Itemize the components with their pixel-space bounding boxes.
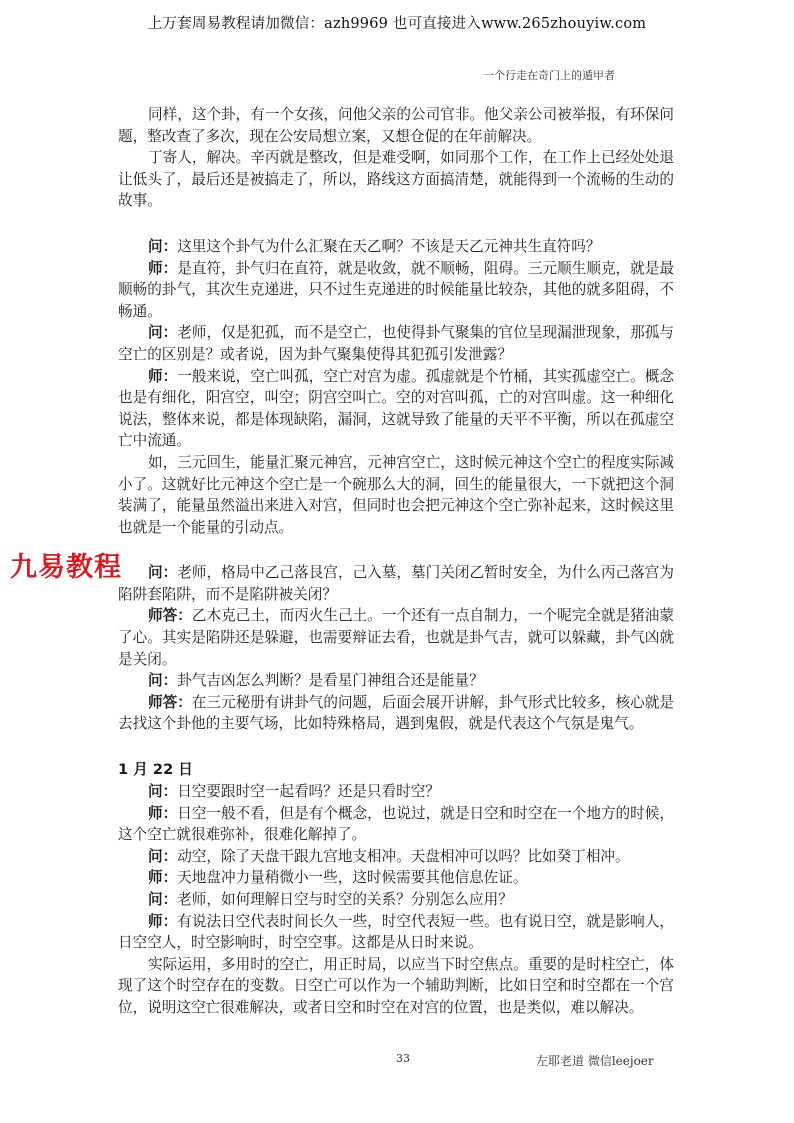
paragraph: 实际运用，多用时的空亡，用正时局，以应当下时空焦点。重要的是时柱空亡，体现了这个时空存在的变数。日空亡可以作为一个辅助判断，比如日空和时空都在一个宫位，说明这空亡很难解决，或者日空和时空在对宫的位置，也是类似，难以解决。 [118,955,674,1016]
qa-entry [118,366,674,452]
qa-text: 一般来说，空亡叫孤，空亡对宫为虚。孤虚就是个竹桶，其实孤虚空亡。概念也是有细化，阳宫空，叫空；阴宫空叫亡。空的对宫叫孤，亡的对宫叫虚。这一种细化说法，整体来说，都是体现缺陷，漏洞，这就导致了能量的天平不平衡，所以在孤虚空亡中流通。 [118,367,674,450]
date-heading: 1 月 22 日 [118,761,193,779]
qa-entry [118,236,674,258]
qa-entry [118,867,674,889]
qa-entry [118,692,674,735]
paragraph: 同样，这个卦，有一个女孩，问他父亲的公司官非。他父亲公司被举报，有环保问题，整改查了多次，现在公安局想立案，又想仓促的在年前解决。 [118,106,674,145]
speaker-label: 师： [148,804,178,822]
footer-credit: 左耶老道 微信leejoer [536,1054,654,1068]
qa-entry [118,258,674,323]
qa-text: 动空，除了天盘干跟九宫地支相冲。天盘相冲可以吗？比如癸丁相冲。 [177,847,630,865]
qa-text: 老师，仅是犯孤，而不是空亡，也使得卦气聚集的官位呈现漏泄现象，那孤与空亡的区别是？或者说，因为卦气聚集使得其犯孤引发泄露？ [118,324,674,363]
qa-text: 老师，格局中乙己落艮宫，己入墓，墓门关闭乙暂时安全，为什么丙己落宫为陷阱套陷阱，而不是陷阱被关闭？ [118,564,674,603]
speaker-label: 师答： [148,607,192,625]
qa-entry [118,889,674,911]
speaker-label: 问： [148,891,178,908]
speaker-label: 问： [148,783,178,801]
qa-entry [118,846,674,868]
speaker-label: 问： [148,672,178,690]
qa-entry [118,562,674,605]
qa-text: 是直符，卦气归在直符，就是收敛，就不顺畅，阻碍。三元顺生顺克，就是最顺畅的卦气，其次生克递进，只不过生克递进的时候能量比较杂，其他的就多阻碍，不畅通。 [118,259,674,320]
paragraph: 丁寄人，解决。辛丙就是整改，但是难受啊，如同那个工作，在工作上已经处处退让低头了，最后还是被搞走了，所以，路线这方面搞清楚，就能得到一个流畅的生动的故事。 [118,149,674,210]
qa-text: 天地盘冲力量稍微小一些，这时候需要其他信息佐证。 [177,869,528,887]
qa-text: 日空要跟时空一起看吗？还是只看时空？ [177,783,440,801]
speaker-label: 问： [148,237,178,255]
document-body [118,104,674,1019]
qa-text: 乙木克己土，而丙火生己土。一个还有一点自制力，一个呢完全就是猪油蒙了心。其实是陷阱还是躲避，也需要辩证去看，也就是卦气吉，就可以躲藏，卦气凶就是关闭。 [118,607,674,668]
qa-text: 有说法日空代表时间长久一些，时空代表短一些。也有说日空，就是影响人，日空空人，时空影响时，时空空事。这都是从日时来说。 [118,912,674,952]
qa-text: 在三元秘册有讲卦气的问题，后面会展开讲解，卦气形式比较多，核心就是去找这个卦他的主要气场，比如特殊格局，遇到鬼假，就是代表这个气氛是鬼气。 [118,693,674,733]
qa-entry [118,911,674,954]
speaker-label: 问： [148,847,178,865]
speaker-label: 师： [148,912,178,930]
qa-text: 日空一般不看，但是有个概念，也说过，就是日空和时空在一个地方的时候，这个空亡就很难弥补，很难化解掉了。 [118,804,674,844]
speaker-label: 师答： [148,693,192,711]
paragraph: 如，三元回生，能量汇聚元神宫，元神宫空亡，这时候元神这个空亡的程度实际减小了。这就好比元神这个空亡是一个碗那么大的洞，回生的能量很大，一下就把这个洞装满了，能量虽然溢出来进入对宫，但同时也会把元神这个空亡弥补起来，这时候这里也就是一个能量的引动点。 [118,453,674,536]
running-head: 一个行走在奇门上的遁甲者 [483,69,615,82]
qa-entry [118,803,674,846]
qa-entry [118,605,674,670]
speaker-label: 问： [148,564,178,582]
promo-banner: 上万套周易教程请加微信：azh9969 也可直接进入www.265zhouyiw.com [147,16,647,32]
speaker-label: 师： [148,259,178,277]
qa-text: 卦气吉凶怎么判断？是看星门神组合还是能量？ [177,672,484,690]
speaker-label: 师： [148,869,178,887]
speaker-label: 师： [148,367,178,385]
page-number: 33 [396,1052,410,1065]
qa-entry [118,670,674,692]
qa-entry [118,322,674,365]
watermark-stamp: 九易教程 [8,545,124,584]
speaker-label: 问： [148,324,178,342]
qa-text: 这里这个卦气为什么汇聚在天乙啊？不该是天乙元神共生直符吗？ [177,237,601,255]
qa-text: 老师，如何理解日空与时空的关系？分别怎么应用？ [177,891,513,908]
qa-entry [118,781,674,803]
